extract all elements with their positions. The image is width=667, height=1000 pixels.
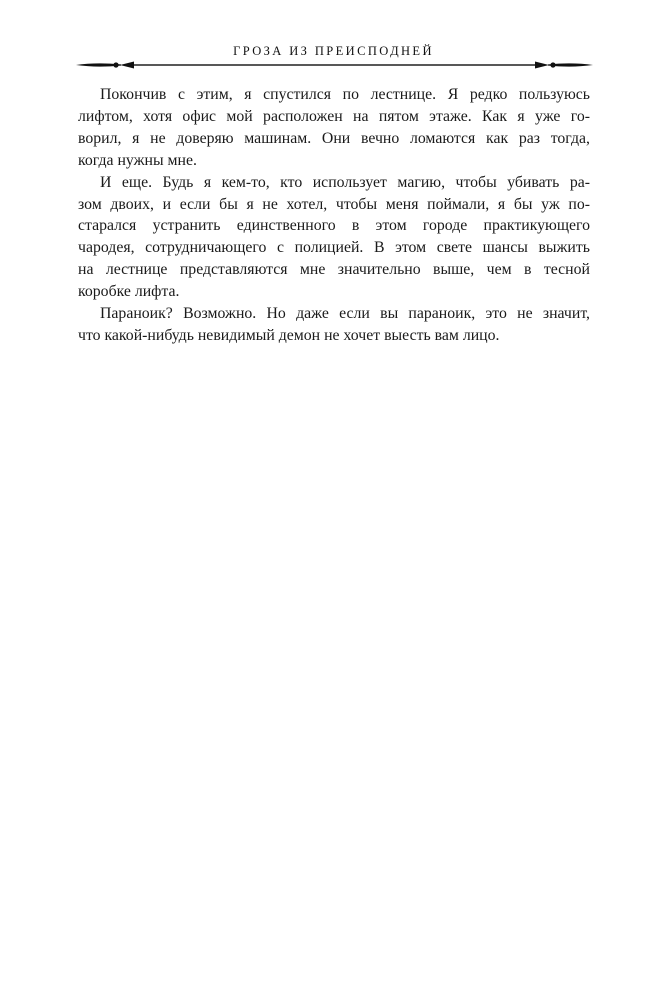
text-line: что какой-нибудь невидимый демон не хочет выесть вам лицо. [78,326,500,344]
paragraph-2 [78,172,590,303]
text-line: И еще. Будь я кем-то, кто использует магию, чтобы убивать ра- [100,173,590,191]
text-line: Параноик? Возможно. Но даже если вы параноик, это не значит, [100,305,590,323]
text-line: старался устранить единственного в этом городе практикующего [78,217,590,235]
header-ornament-rule [76,58,593,72]
text-line: зом двоих, и если бы я не хотел, чтобы меня поймали, я бы уж по- [78,195,590,213]
text-line: коробке лифта. [78,283,180,301]
text-line: чародея, сотрудничающего с полицией. В этом свете шансы выжить [78,239,590,257]
body-text [78,84,590,347]
text-line: Покончив с этим, я спустился по лестнице. Я редко пользуюсь [100,86,590,103]
running-head: ГРОЗА ИЗ ПРЕИСПОДНЕЙ [233,44,434,58]
ornament-rule-icon [76,58,593,72]
paragraph-1 [78,84,590,172]
text-line: ворил, я не доверяю машинам. Они вечно ломаются как раз тогда, [78,129,590,147]
text-line: лифтом, хотя офис мой расположен на пятом этаже. Как я уже го- [78,107,590,125]
paragraph-3 [78,303,590,347]
text-line: когда нужны мне. [78,151,197,169]
text-line: на лестнице представляются мне значительно выше, чем в тесной [78,261,590,279]
